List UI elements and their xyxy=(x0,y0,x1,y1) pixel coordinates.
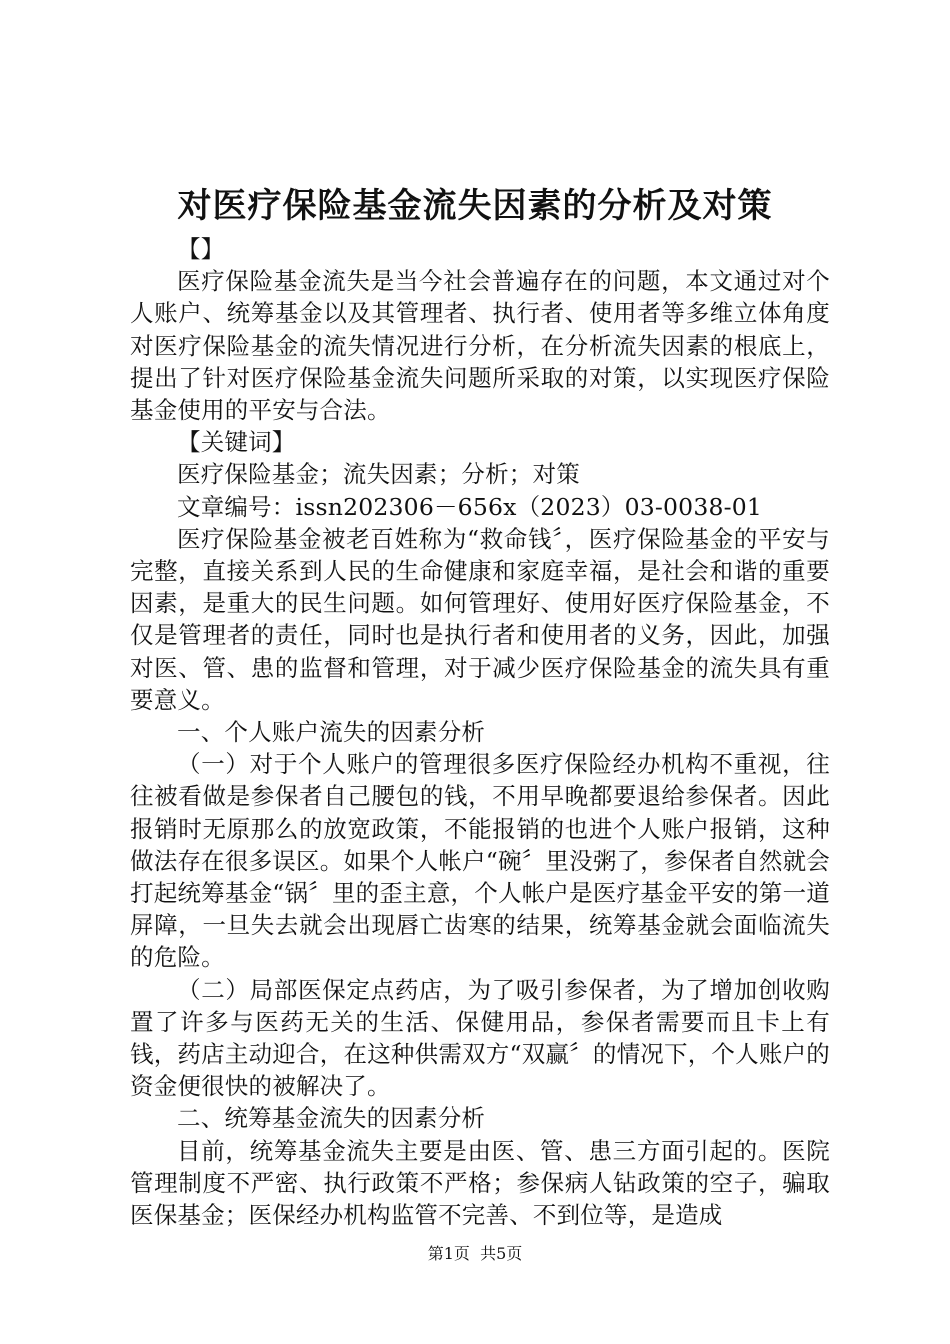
body-paragraph: （一）对于个人账户的管理很多医疗保险经办机构不重视，往往被看做是参保者自己腰包的钱，不用早晚都要退给参保者。因此报销时无原那么的放宽政策，不能报销的也进个人账户报销，这种做法存在很多误区。如果个人帐户“碗〞里没粥了，参保者自然就会打起统筹基金“锅〞里的歪主意，个人帐户是医疗基金平安的第一道屏障，一旦失去就会出现唇亡齿寒的结果，统筹基金就会面临流失的危险。 xyxy=(130,750,830,972)
document-title: 对医疗保险基金流失因素的分析及对策 xyxy=(177,186,773,226)
keywords-heading: 【关键词】 xyxy=(177,428,296,457)
abstract-paragraph: 医疗保险基金流失是当今社会普遍存在的问题，本文通过对个人账户、统筹基金以及其管理者、执行者、使用者等多维立体角度对医疗保险基金的流失情况进行分析，在分析流失因素的根底上，提出了针对医疗保险基金流失问题所采取的对策，以实现医疗保险基金使用的平安与合法。 xyxy=(130,267,830,425)
article-number: 文章编号：issn202306－656x（2023）03-0038-01 xyxy=(177,492,763,521)
page-footer xyxy=(0,1243,950,1265)
page-number-label: 第1页 共5页 xyxy=(427,1244,523,1263)
intro-paragraph: 医疗保险基金被老百姓称为“救命钱〞，医疗保险基金的平安与完整，直接关系到人民的生命健康和家庭幸福，是社会和谐的重要因素，是重大的民生问题。如何管理好、使用好医疗保险基金，不仅是管理者的责任，同时也是执行者和使用者的义务，因此，加强对医、管、患的监督和管理，对于减少医疗保险基金的流失具有重要意义。 xyxy=(130,524,830,714)
body-paragraph: 目前，统筹基金流失主要是由医、管、患三方面引起的。医院管理制度不严密、执行政策不严格；参保病人钻政策的空子，骗取医保基金；医保经办机构监管不完善、不到位等，是造成 xyxy=(130,1136,830,1230)
body-paragraph: （二）局部医保定点药店，为了吸引参保者，为了增加创收购置了许多与医药无关的生活、保健用品，参保者需要而且卡上有钱，药店主动迎合，在这种供需双方“双赢〞的情况下，个人账户的资金便很快的被解决了。 xyxy=(130,975,830,1101)
section-heading-2: 二、统筹基金流失的因素分析 xyxy=(177,1104,486,1133)
abstract-bracket: 【】 xyxy=(177,235,225,263)
document-body xyxy=(130,233,830,1231)
section-heading-1: 一、个人账户流失的因素分析 xyxy=(177,718,486,747)
keywords-list: 医疗保险基金；流失因素；分析；对策 xyxy=(177,460,580,489)
